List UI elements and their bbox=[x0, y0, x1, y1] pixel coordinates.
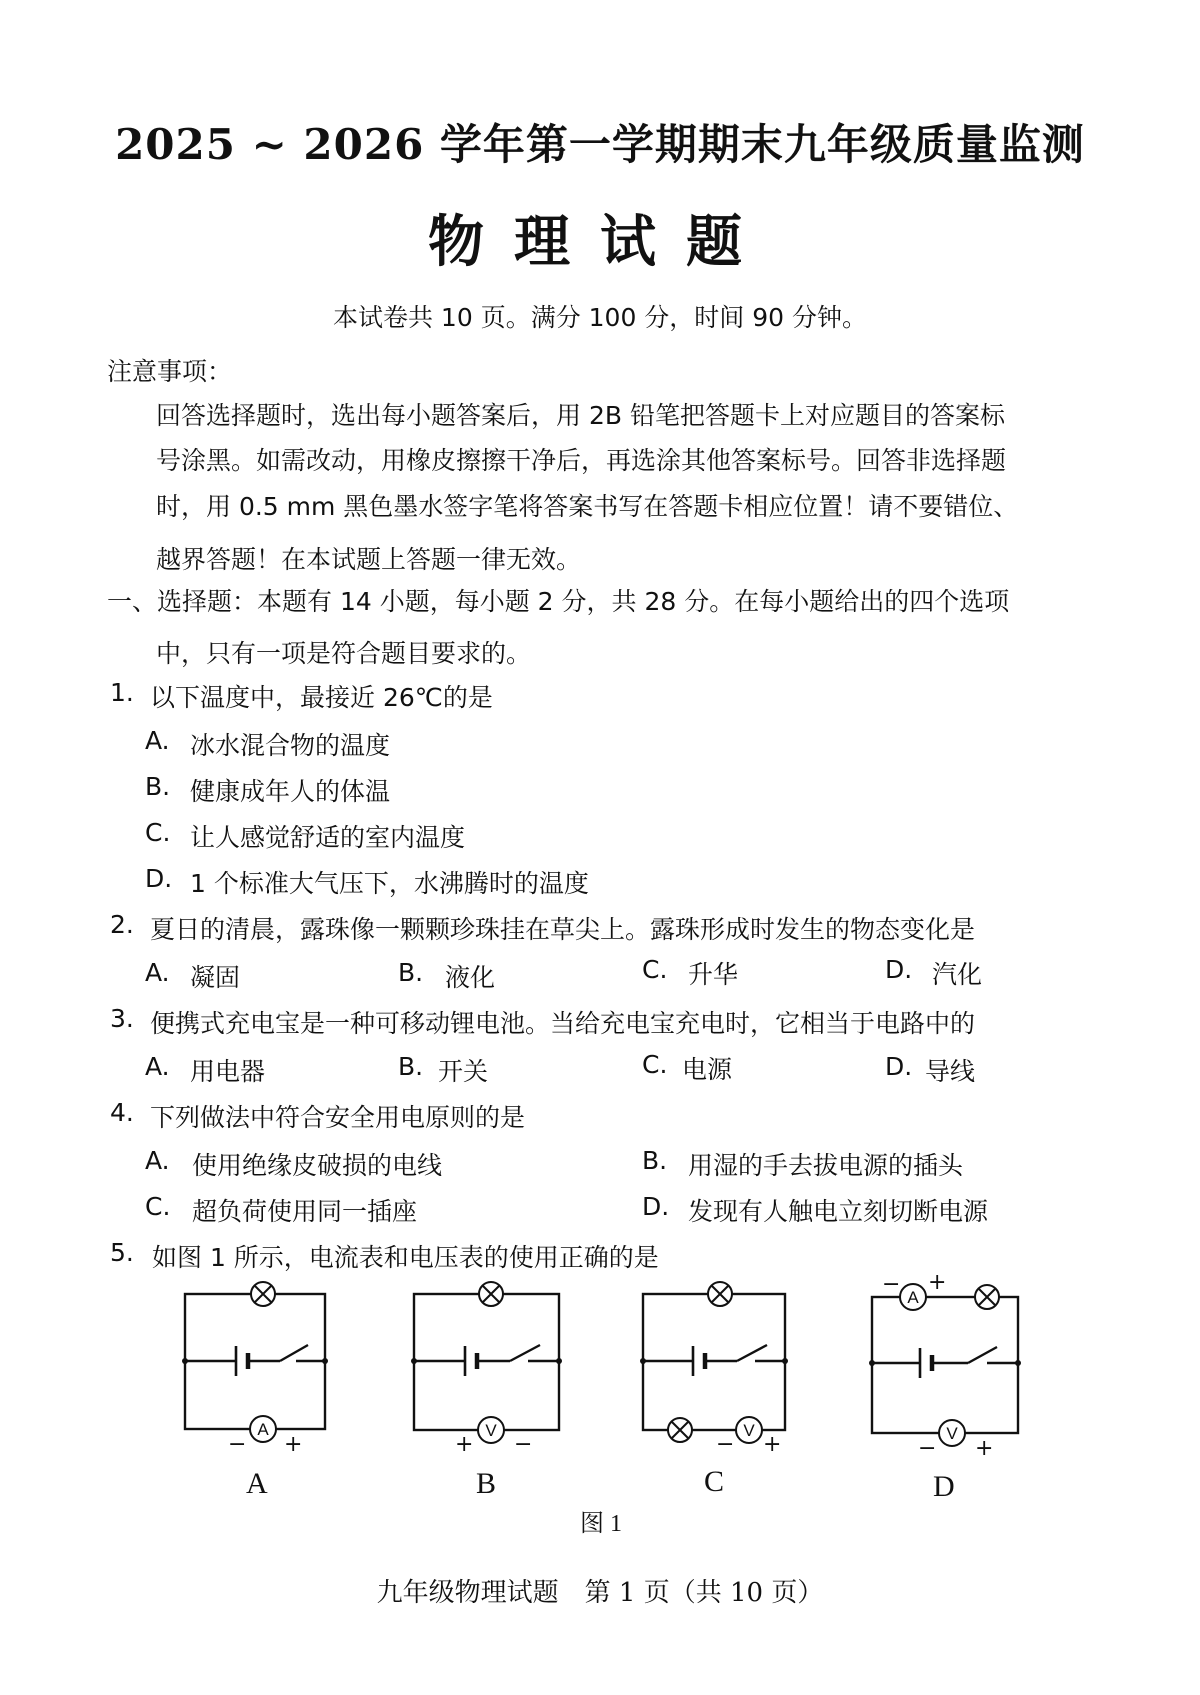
question-number: 1. bbox=[110, 678, 134, 707]
figure-label-a: A bbox=[246, 1467, 268, 1500]
question-stem: 以下温度中，最接近 26℃的是 bbox=[150, 683, 493, 712]
figure-label-b: B bbox=[476, 1467, 497, 1500]
polarity-sign: + bbox=[763, 1432, 782, 1457]
polarity-sign: − bbox=[882, 1272, 901, 1297]
circuit-c bbox=[643, 1294, 785, 1430]
option-letter: C. bbox=[642, 955, 668, 984]
option-letter: A. bbox=[145, 958, 170, 987]
polarity-sign: + bbox=[455, 1432, 474, 1457]
option-letter: C. bbox=[642, 1050, 668, 1079]
option-letter: D. bbox=[885, 1052, 913, 1081]
voltmeter-icon bbox=[478, 1417, 504, 1443]
option-letter: C. bbox=[145, 1192, 171, 1221]
notice-line: 越界答题！在本试题上答题一律无效。 bbox=[156, 545, 582, 574]
option-letter: A. bbox=[145, 726, 170, 755]
option-text: 汽化 bbox=[932, 960, 983, 989]
bulb-icon bbox=[975, 1285, 999, 1309]
notice-line: 时，用 0.5 mm 黑色墨水签字笔将答案书写在答题卡相应位置！请不要错位、 bbox=[156, 492, 1019, 521]
notice-line: 回答选择题时，选出每小题答案后，用 2B 铅笔把答题卡上对应题目的答案标 bbox=[156, 401, 1005, 430]
polarity-sign: − bbox=[228, 1432, 247, 1457]
notice-heading: 注意事项： bbox=[107, 357, 233, 386]
option-text: 凝固 bbox=[190, 963, 241, 992]
bulb-icon bbox=[668, 1418, 692, 1442]
exam-info: 本试卷共 10 页。满分 100 分，时间 90 分钟。 bbox=[332, 303, 868, 332]
circuit-a bbox=[185, 1294, 325, 1429]
exam-subject: 物理试题 bbox=[428, 209, 772, 275]
question-stem: 如图 1 所示，电流表和电压表的使用正确的是 bbox=[152, 1243, 659, 1272]
notice-line: 号涂黑。如需改动，用橡皮擦擦干净后，再选涂其他答案标号。回答非选择题 bbox=[156, 446, 1007, 475]
svg-text:V: V bbox=[743, 1421, 755, 1440]
question-number: 3. bbox=[110, 1004, 134, 1033]
svg-text:A: A bbox=[907, 1288, 919, 1307]
section-heading-cont: 中，只有一项是符合题目要求的。 bbox=[156, 639, 532, 668]
question-number: 4. bbox=[110, 1098, 134, 1127]
option-text: 升华 bbox=[688, 960, 739, 989]
option-text: 导线 bbox=[925, 1057, 976, 1086]
polarity-sign: + bbox=[928, 1270, 947, 1295]
option-letter: C. bbox=[145, 818, 171, 847]
svg-text:V: V bbox=[946, 1424, 958, 1443]
option-letter: A. bbox=[145, 1052, 170, 1081]
option-text: 健康成年人的体温 bbox=[190, 777, 391, 806]
option-text: 使用绝缘皮破损的电线 bbox=[192, 1151, 443, 1180]
option-text: 用湿的手去拔电源的插头 bbox=[688, 1151, 964, 1180]
section-heading: 一、选择题：本题有 14 小题，每小题 2 分，共 28 分。在每小题给出的四个选项 bbox=[107, 587, 1010, 616]
figure-caption: 图 1 bbox=[580, 1511, 622, 1537]
bulb-icon bbox=[708, 1282, 732, 1306]
voltmeter-icon bbox=[736, 1417, 762, 1443]
circuit-d bbox=[872, 1297, 1018, 1433]
option-letter: B. bbox=[145, 772, 171, 801]
question-number: 5. bbox=[110, 1238, 134, 1267]
option-letter: A. bbox=[145, 1146, 170, 1175]
bulb-icon bbox=[251, 1282, 275, 1306]
polarity-sign: − bbox=[514, 1432, 533, 1457]
svg-text:V: V bbox=[485, 1421, 497, 1440]
figure-label-d: D bbox=[933, 1470, 955, 1503]
option-text: 液化 bbox=[445, 963, 496, 992]
voltmeter-icon bbox=[939, 1420, 965, 1446]
polarity-sign: + bbox=[975, 1436, 994, 1461]
option-letter: D. bbox=[145, 864, 173, 893]
svg-text:A: A bbox=[257, 1420, 269, 1439]
option-text: 冰水混合物的温度 bbox=[190, 731, 391, 760]
option-text: 用电器 bbox=[190, 1057, 266, 1086]
figure-label-c: C bbox=[704, 1465, 725, 1498]
polarity-sign: − bbox=[716, 1432, 735, 1457]
bulb-icon bbox=[479, 1282, 503, 1306]
option-letter: B. bbox=[642, 1146, 668, 1175]
ammeter-icon bbox=[250, 1416, 276, 1442]
option-letter: D. bbox=[885, 955, 913, 984]
polarity-sign: − bbox=[918, 1436, 937, 1461]
circuit-b bbox=[414, 1294, 559, 1430]
option-text: 让人感觉舒适的室内温度 bbox=[190, 823, 466, 852]
question-stem: 夏日的清晨，露珠像一颗颗珍珠挂在草尖上。露珠形成时发生的物态变化是 bbox=[150, 915, 976, 944]
option-text: 电源 bbox=[682, 1055, 733, 1084]
page-footer: 九年级物理试题 第 1 页（共 10 页） bbox=[376, 1578, 824, 1608]
exam-title: 2025 ~ 2026 学年第一学期期末九年级质量监测 bbox=[115, 120, 1085, 169]
ammeter-icon bbox=[900, 1284, 926, 1310]
option-letter: B. bbox=[398, 958, 424, 987]
question-number: 2. bbox=[110, 910, 134, 939]
question-stem: 下列做法中符合安全用电原则的是 bbox=[150, 1103, 526, 1132]
option-text: 开关 bbox=[438, 1057, 489, 1086]
polarity-sign: + bbox=[284, 1432, 303, 1457]
option-letter: D. bbox=[642, 1192, 670, 1221]
option-text: 发现有人触电立刻切断电源 bbox=[688, 1197, 989, 1226]
option-text: 超负荷使用同一插座 bbox=[192, 1197, 418, 1226]
option-text: 1 个标准大气压下，水沸腾时的温度 bbox=[190, 869, 589, 898]
option-letter: B. bbox=[398, 1052, 424, 1081]
question-stem: 便携式充电宝是一种可移动锂电池。当给充电宝充电时，它相当于电路中的 bbox=[150, 1009, 976, 1038]
